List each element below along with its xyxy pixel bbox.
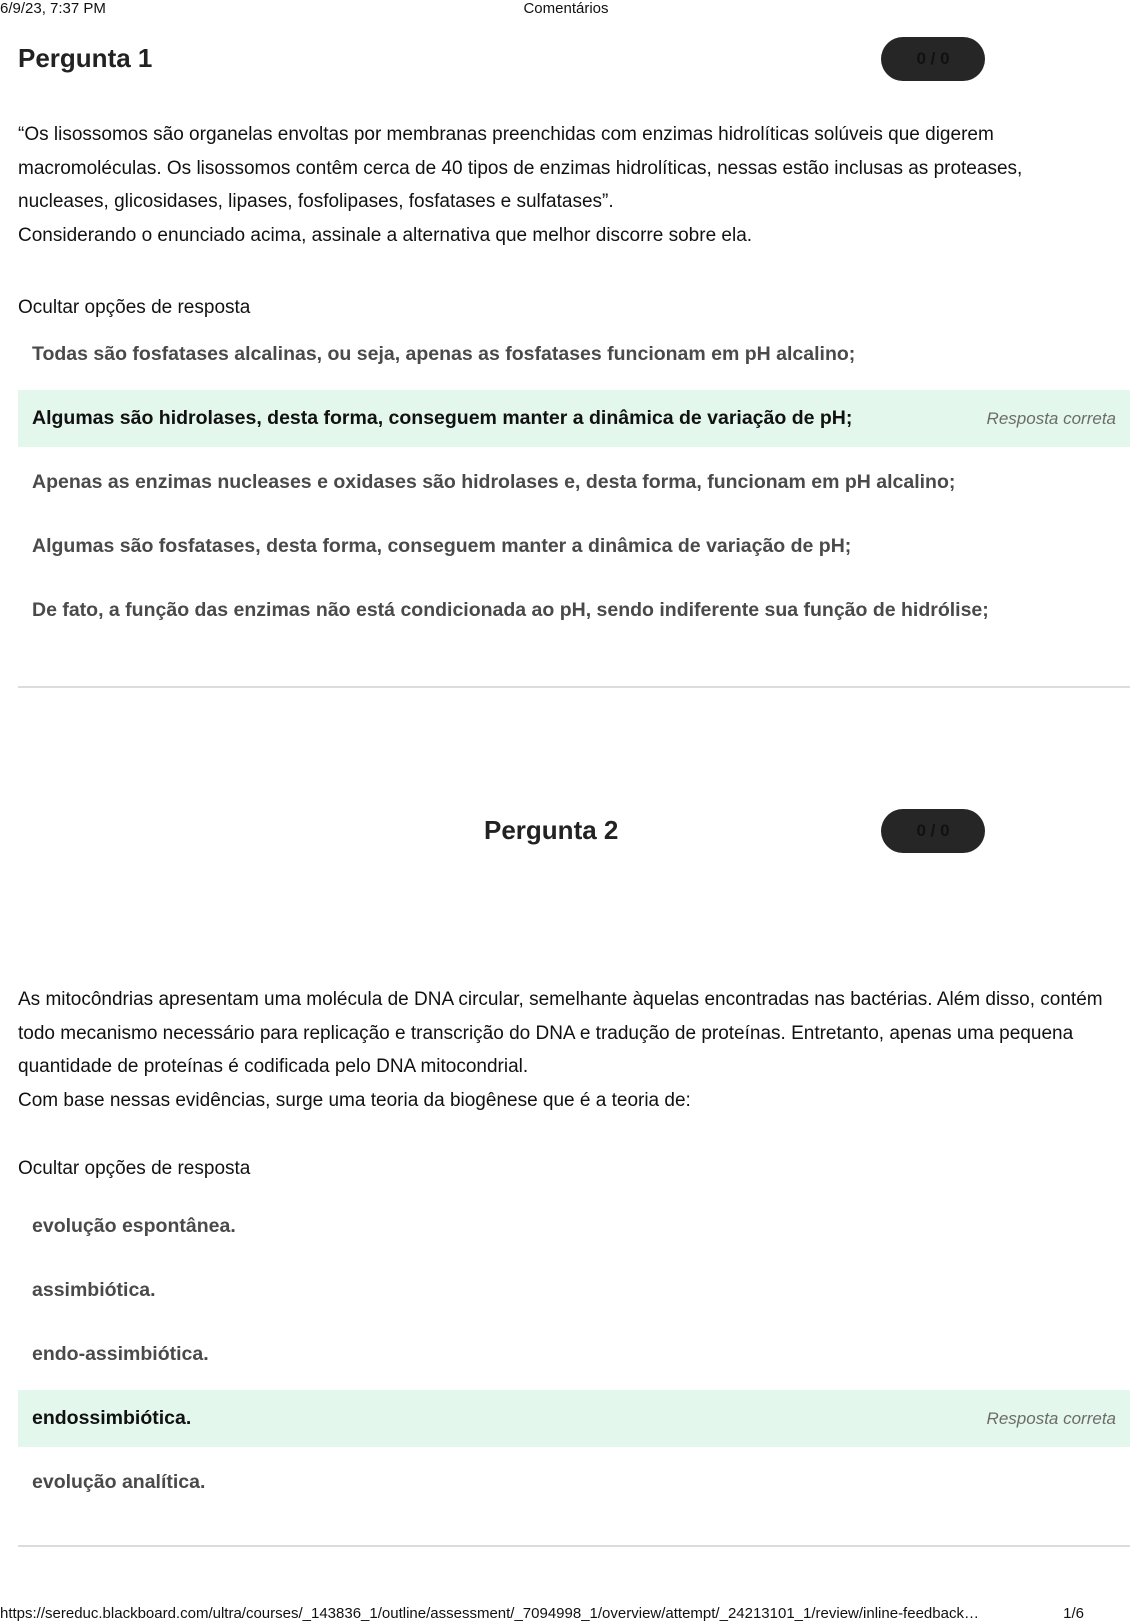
answer-option-correct: [18, 390, 1130, 447]
question-2-score-badge: 0 / 0: [881, 809, 985, 853]
question-2-options: [18, 1198, 1130, 1518]
question-1-text: [18, 118, 1118, 252]
hide-answer-options-toggle[interactable]: Ocultar opções de resposta: [18, 297, 251, 318]
print-page-number: 1/6: [1063, 1605, 1084, 1622]
answer-option: [18, 1262, 1130, 1319]
answer-option: [18, 1326, 1130, 1383]
answer-option-text: Todas são fosfatases alcalinas, ou seja, apenas as fosfatases funcionam em pH alcalino;: [32, 343, 856, 365]
answer-option: [18, 326, 1130, 383]
answer-option: [18, 582, 1130, 639]
correct-answer-label: Resposta correta: [986, 1409, 1116, 1428]
question-1-title: Pergunta 1: [18, 43, 153, 73]
print-footer-url: https://sereduc.blackboard.com/ultra/courses/_143836_1/outline/assessment/_7094998_1/overview/attempt/_24213101_1/review/inline-feedback…: [0, 1605, 979, 1622]
answer-option: [18, 454, 1130, 511]
answer-option-text: Algumas são fosfatases, desta forma, conseguem manter a dinâmica de variação de pH;: [32, 535, 852, 557]
answer-option-text: Algumas são hidrolases, desta forma, conseguem manter a dinâmica de variação de pH;: [32, 407, 853, 429]
answer-option-text: evolução analítica.: [32, 1471, 206, 1493]
print-datetime: 6/9/23, 7:37 PM: [0, 0, 106, 17]
answer-option: [18, 518, 1130, 575]
print-header: [0, 0, 1132, 16]
question-2-text: [18, 983, 1118, 1117]
question-1-score-badge: 0 / 0: [881, 37, 985, 81]
correct-answer-label: Resposta correta: [986, 409, 1116, 428]
section-divider: [18, 1545, 1130, 1547]
answer-option: [18, 1198, 1130, 1255]
print-page-title: Comentários: [523, 0, 609, 17]
question-2-title: Pergunta 2: [484, 815, 619, 845]
hide-answer-options-toggle[interactable]: Ocultar opções de resposta: [18, 1158, 251, 1179]
section-divider: [18, 686, 1130, 688]
answer-option-text: De fato, a função das enzimas não está condicionada ao pH, sendo indiferente sua função de hidrólise;: [32, 599, 989, 621]
answer-option: [18, 1454, 1130, 1511]
question-2-paragraph: As mitocôndrias apresentam uma molécula de DNA circular, semelhante àquelas encontradas nas bactérias. Além disso, contém todo mecanismo necessário para replicação e transcrição do DNA e tradução de proteínas. Entretanto, apenas uma pequena quantidade de proteínas é codificada pelo DNA mitocondrial.: [18, 989, 1103, 1077]
question-2-paragraph: Com base nessas evidências, surge uma teoria da biogênese que é a teoria de:: [18, 1089, 691, 1111]
answer-option-text: assimbiótica.: [32, 1279, 156, 1301]
answer-option-text: endossimbiótica.: [32, 1407, 192, 1429]
question-1-options: [18, 326, 1130, 646]
answer-option-text: evolução espontânea.: [32, 1215, 236, 1237]
answer-option-correct: [18, 1390, 1130, 1447]
question-1-paragraph: Considerando o enunciado acima, assinale a alternativa que melhor discorre sobre ela.: [18, 224, 753, 246]
answer-option-text: endo-assimbiótica.: [32, 1343, 209, 1365]
question-1-paragraph: “Os lisossomos são organelas envoltas por membranas preenchidas com enzimas hidrolíticas solúveis que digerem macromoléculas. Os lisossomos contêm cerca de 40 tipos de enzimas hidrolíticas, nessas estão inclusas as proteases, nucleases, glicosidases, lipases, fosfolipases, fosfatases e sulfatases”.: [18, 124, 1023, 212]
answer-option-text: Apenas as enzimas nucleases e oxidases são hidrolases e, desta forma, funcionam em pH alcalino;: [32, 471, 956, 493]
